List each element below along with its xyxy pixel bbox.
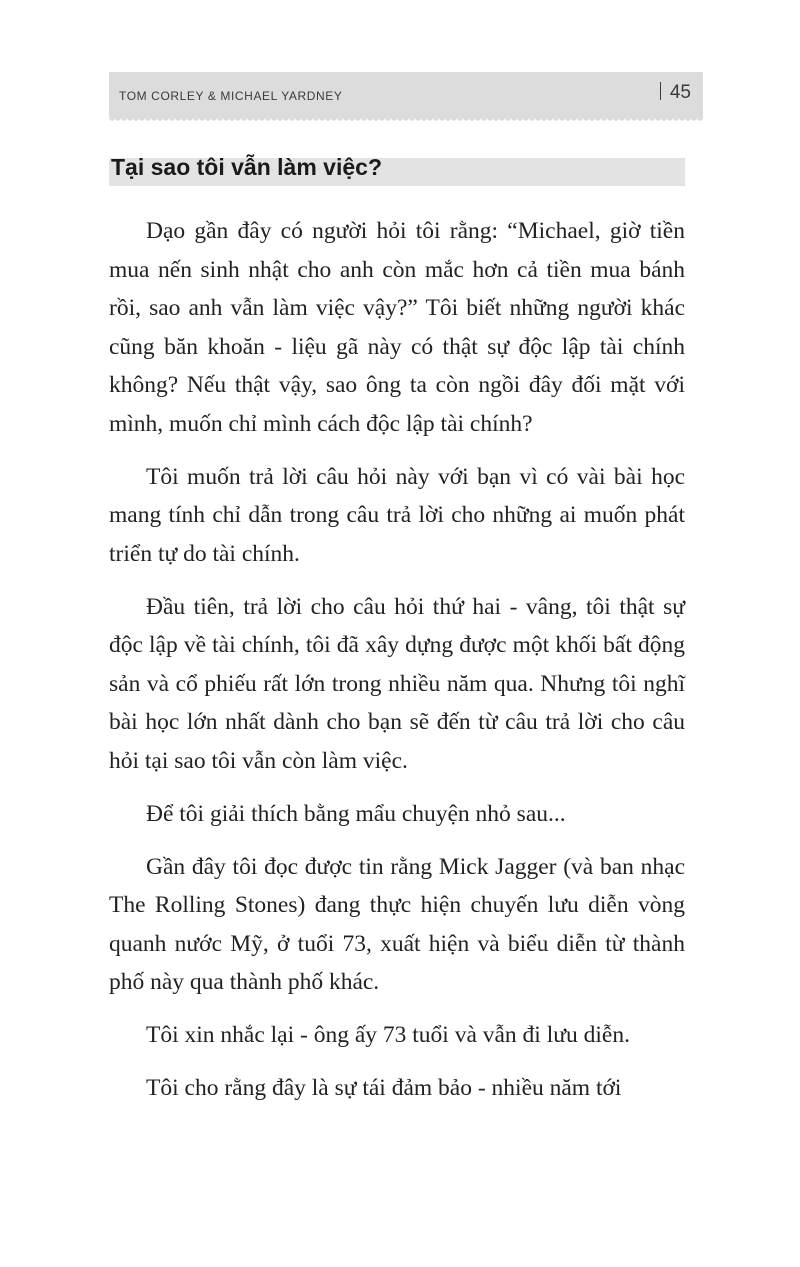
section-title: Tại sao tôi vẫn làm việc? — [111, 154, 382, 180]
paragraph: Đầu tiên, trả lời cho câu hỏi thứ hai - vâng, tôi thật sự độc lập về tài chính, tôi đã xây dựng được một khối bất động sản và cổ phiếu rất lớn trong nhiều năm qua. Nhưng tôi nghĩ bài học lớn nhất dành cho bạn sẽ đến từ câu trả lời cho câu hỏi tại sao tôi vẫn còn làm việc. — [109, 593, 685, 774]
paragraph: Gần đây tôi đọc được tin rằng Mick Jagger (và ban nhạc The Rolling Stones) đang thực hiện chuyến lưu diễn vòng quanh nước Mỹ, ở tuổi 73, xuất hiện và biểu diễn từ thành phố này qua thành phố khác. — [109, 853, 685, 995]
body-text — [109, 212, 685, 1122]
paragraph: Tôi cho rằng đây là sự tái đảm bảo - nhiều năm tới — [146, 1075, 622, 1101]
paragraph: Để tôi giải thích bằng mẩu chuyện nhỏ sau... — [146, 800, 566, 827]
header-separator — [660, 82, 661, 100]
page-number — [660, 82, 691, 104]
header-author: TOM CORLEY & MICHAEL YARDNEY — [119, 89, 343, 103]
paragraph: Tôi muốn trả lời câu hỏi này với bạn vì có vài bài học mang tính chỉ dẫn trong câu trả lời cho những ai muốn phát triển tự do tài chính. — [109, 463, 685, 567]
paragraph: Tôi xin nhắc lại - ông ấy 73 tuổi và vẫn đi lưu diễn. — [146, 1022, 630, 1048]
page-number-value: 45 — [669, 82, 691, 103]
paragraph: Dạo gần đây có người hỏi tôi rằng: “Michael, giờ tiền mua nến sinh nhật cho anh còn mắc hơn cả tiền mua bánh rồi, sao anh vẫn làm việc vậy?” Tôi biết những người khác cũng băn khoăn - liệu gã này có thật sự độc lập tài chính không? Nếu thật vậy, sao ông ta còn ngồi đây đối mặt với mình, muốn chỉ mình cách độc lập tài chính? — [109, 218, 685, 437]
running-header — [109, 72, 703, 118]
